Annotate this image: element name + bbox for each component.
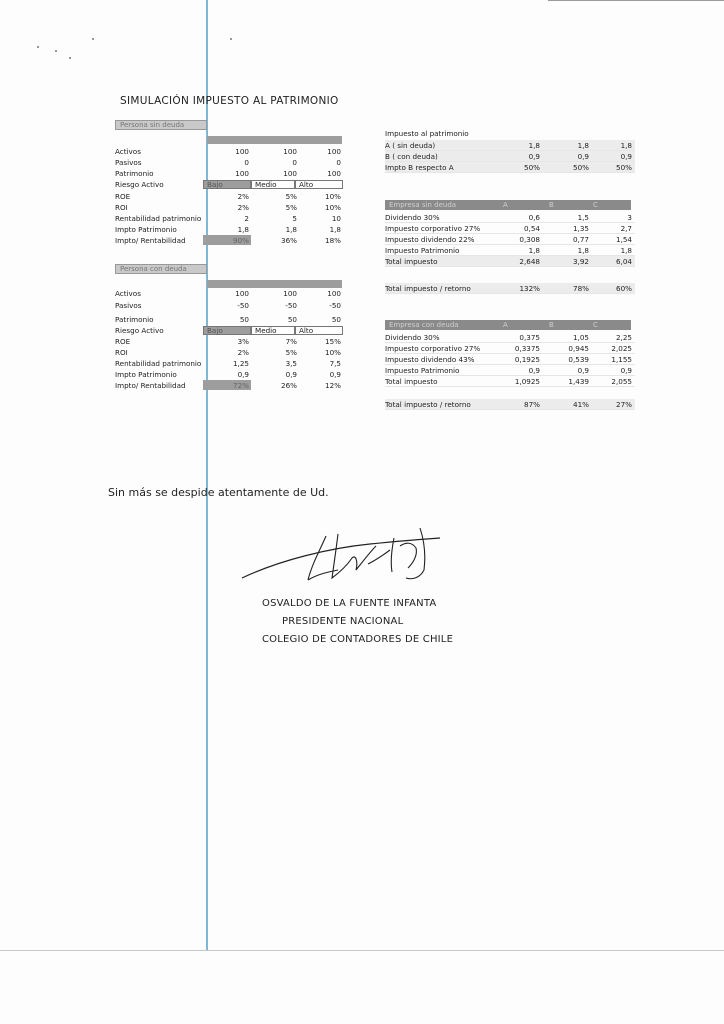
risk-cell: Alto <box>295 326 343 335</box>
speck <box>55 50 57 52</box>
table-row: Pasivos -50 -50 -50 <box>115 301 341 310</box>
page-bottom-edge <box>0 950 724 951</box>
table-row: A ( sin deuda) 1,8 1,8 1,8 <box>385 140 635 151</box>
table-row: B ( con deuda) 0,9 0,9 0,9 <box>385 151 635 162</box>
section-header: Persona sin deuda <box>115 120 207 130</box>
table-row: ROI 2% 5% 10% <box>115 203 341 212</box>
table-row: Impuesto dividendo 22% 0,308 0,77 1,54 <box>385 234 635 245</box>
total-row: Total impuesto / retorno 132% 78% 60% <box>385 283 635 294</box>
table-row: Patrimonio 50 50 50 <box>115 315 341 324</box>
table-row: Activos 100 100 100 <box>115 289 341 298</box>
table-row: Impto/ Rentabilidad 72% 26% 12% <box>115 381 341 390</box>
column-header-bar <box>207 280 342 288</box>
risk-cell: Medio <box>251 180 295 189</box>
risk-cell: Bajo <box>203 180 251 189</box>
table-row: Rentabilidad patrimonio 1,25 3,5 7,5 <box>115 359 341 368</box>
closing-line: Sin más se despide atentamente de Ud. <box>108 486 329 499</box>
table-row: Patrimonio 100 100 100 <box>115 169 341 178</box>
signatory-organization: COLEGIO DE CONTADORES DE CHILE <box>262 634 454 645</box>
table-row: Impto B respecto A 50% 50% 50% <box>385 162 635 173</box>
table-row: Impuesto corporativo 27% 0,54 1,35 2,7 <box>385 223 635 234</box>
table-title-row: Impuesto al patrimonio <box>385 129 469 138</box>
signatory-name: OSVALDO DE LA FUENTE INFANTA <box>262 598 437 609</box>
table-row: ROE 3% 7% 15% <box>115 337 341 346</box>
table-row: Pasivos 0 0 0 <box>115 158 341 167</box>
table-row: Impuesto Patrimonio 0,9 0,9 0,9 <box>385 365 635 376</box>
risk-cell: Alto <box>295 180 343 189</box>
table-row: Total impuesto 2,648 3,92 6,04 <box>385 256 635 267</box>
table-row: Riesgo Activo Bajo Medio Alto <box>115 325 345 336</box>
table-row: Impuesto Patrimonio 1,8 1,8 1,8 <box>385 245 635 256</box>
table-row: ROE 2% 5% 10% <box>115 192 341 201</box>
table-row: Impto Patrimonio 0,9 0,9 0,9 <box>115 370 341 379</box>
speck <box>230 38 232 40</box>
signatory-role: PRESIDENTE NACIONAL <box>282 616 404 627</box>
page-edge-line <box>548 0 724 1</box>
risk-cell: Medio <box>251 326 295 335</box>
table-header: Empresa sin deuda A B C <box>385 200 631 210</box>
table-header: Empresa con deuda A B C <box>385 320 631 330</box>
table-row: ROI 2% 5% 10% <box>115 348 341 357</box>
document-title: SIMULACIÓN IMPUESTO AL PATRIMONIO <box>120 95 339 107</box>
table-row: Rentabilidad patrimonio 2 5 10 <box>115 214 341 223</box>
table-row: Total impuesto 1,0925 1,439 2,055 <box>385 376 635 387</box>
speck <box>37 46 39 48</box>
table-row: Impuesto corporativo 27% 0,3375 0,945 2,025 <box>385 343 635 354</box>
risk-cell: Bajo <box>203 326 251 335</box>
table-row: Impuesto dividendo 43% 0,1925 0,539 1,155 <box>385 354 635 365</box>
section-header: Persona con deuda <box>115 264 207 274</box>
total-row: Total impuesto / retorno 87% 41% 27% <box>385 399 635 410</box>
table-row: Dividendo 30% 0,375 1,05 2,25 <box>385 332 635 343</box>
speck <box>92 38 94 40</box>
table-row: Dividendo 30% 0,6 1,5 3 <box>385 212 635 223</box>
table-row: Impto/ Rentabilidad 90% 36% 18% <box>115 236 341 245</box>
table-row: Impto Patrimonio 1,8 1,8 1,8 <box>115 225 341 234</box>
table-row: Riesgo Activo Bajo Medio Alto <box>115 179 345 190</box>
table-row: Activos 100 100 100 <box>115 147 341 156</box>
speck <box>69 57 71 59</box>
column-header-bar <box>207 136 342 144</box>
handwritten-signature <box>240 520 470 590</box>
